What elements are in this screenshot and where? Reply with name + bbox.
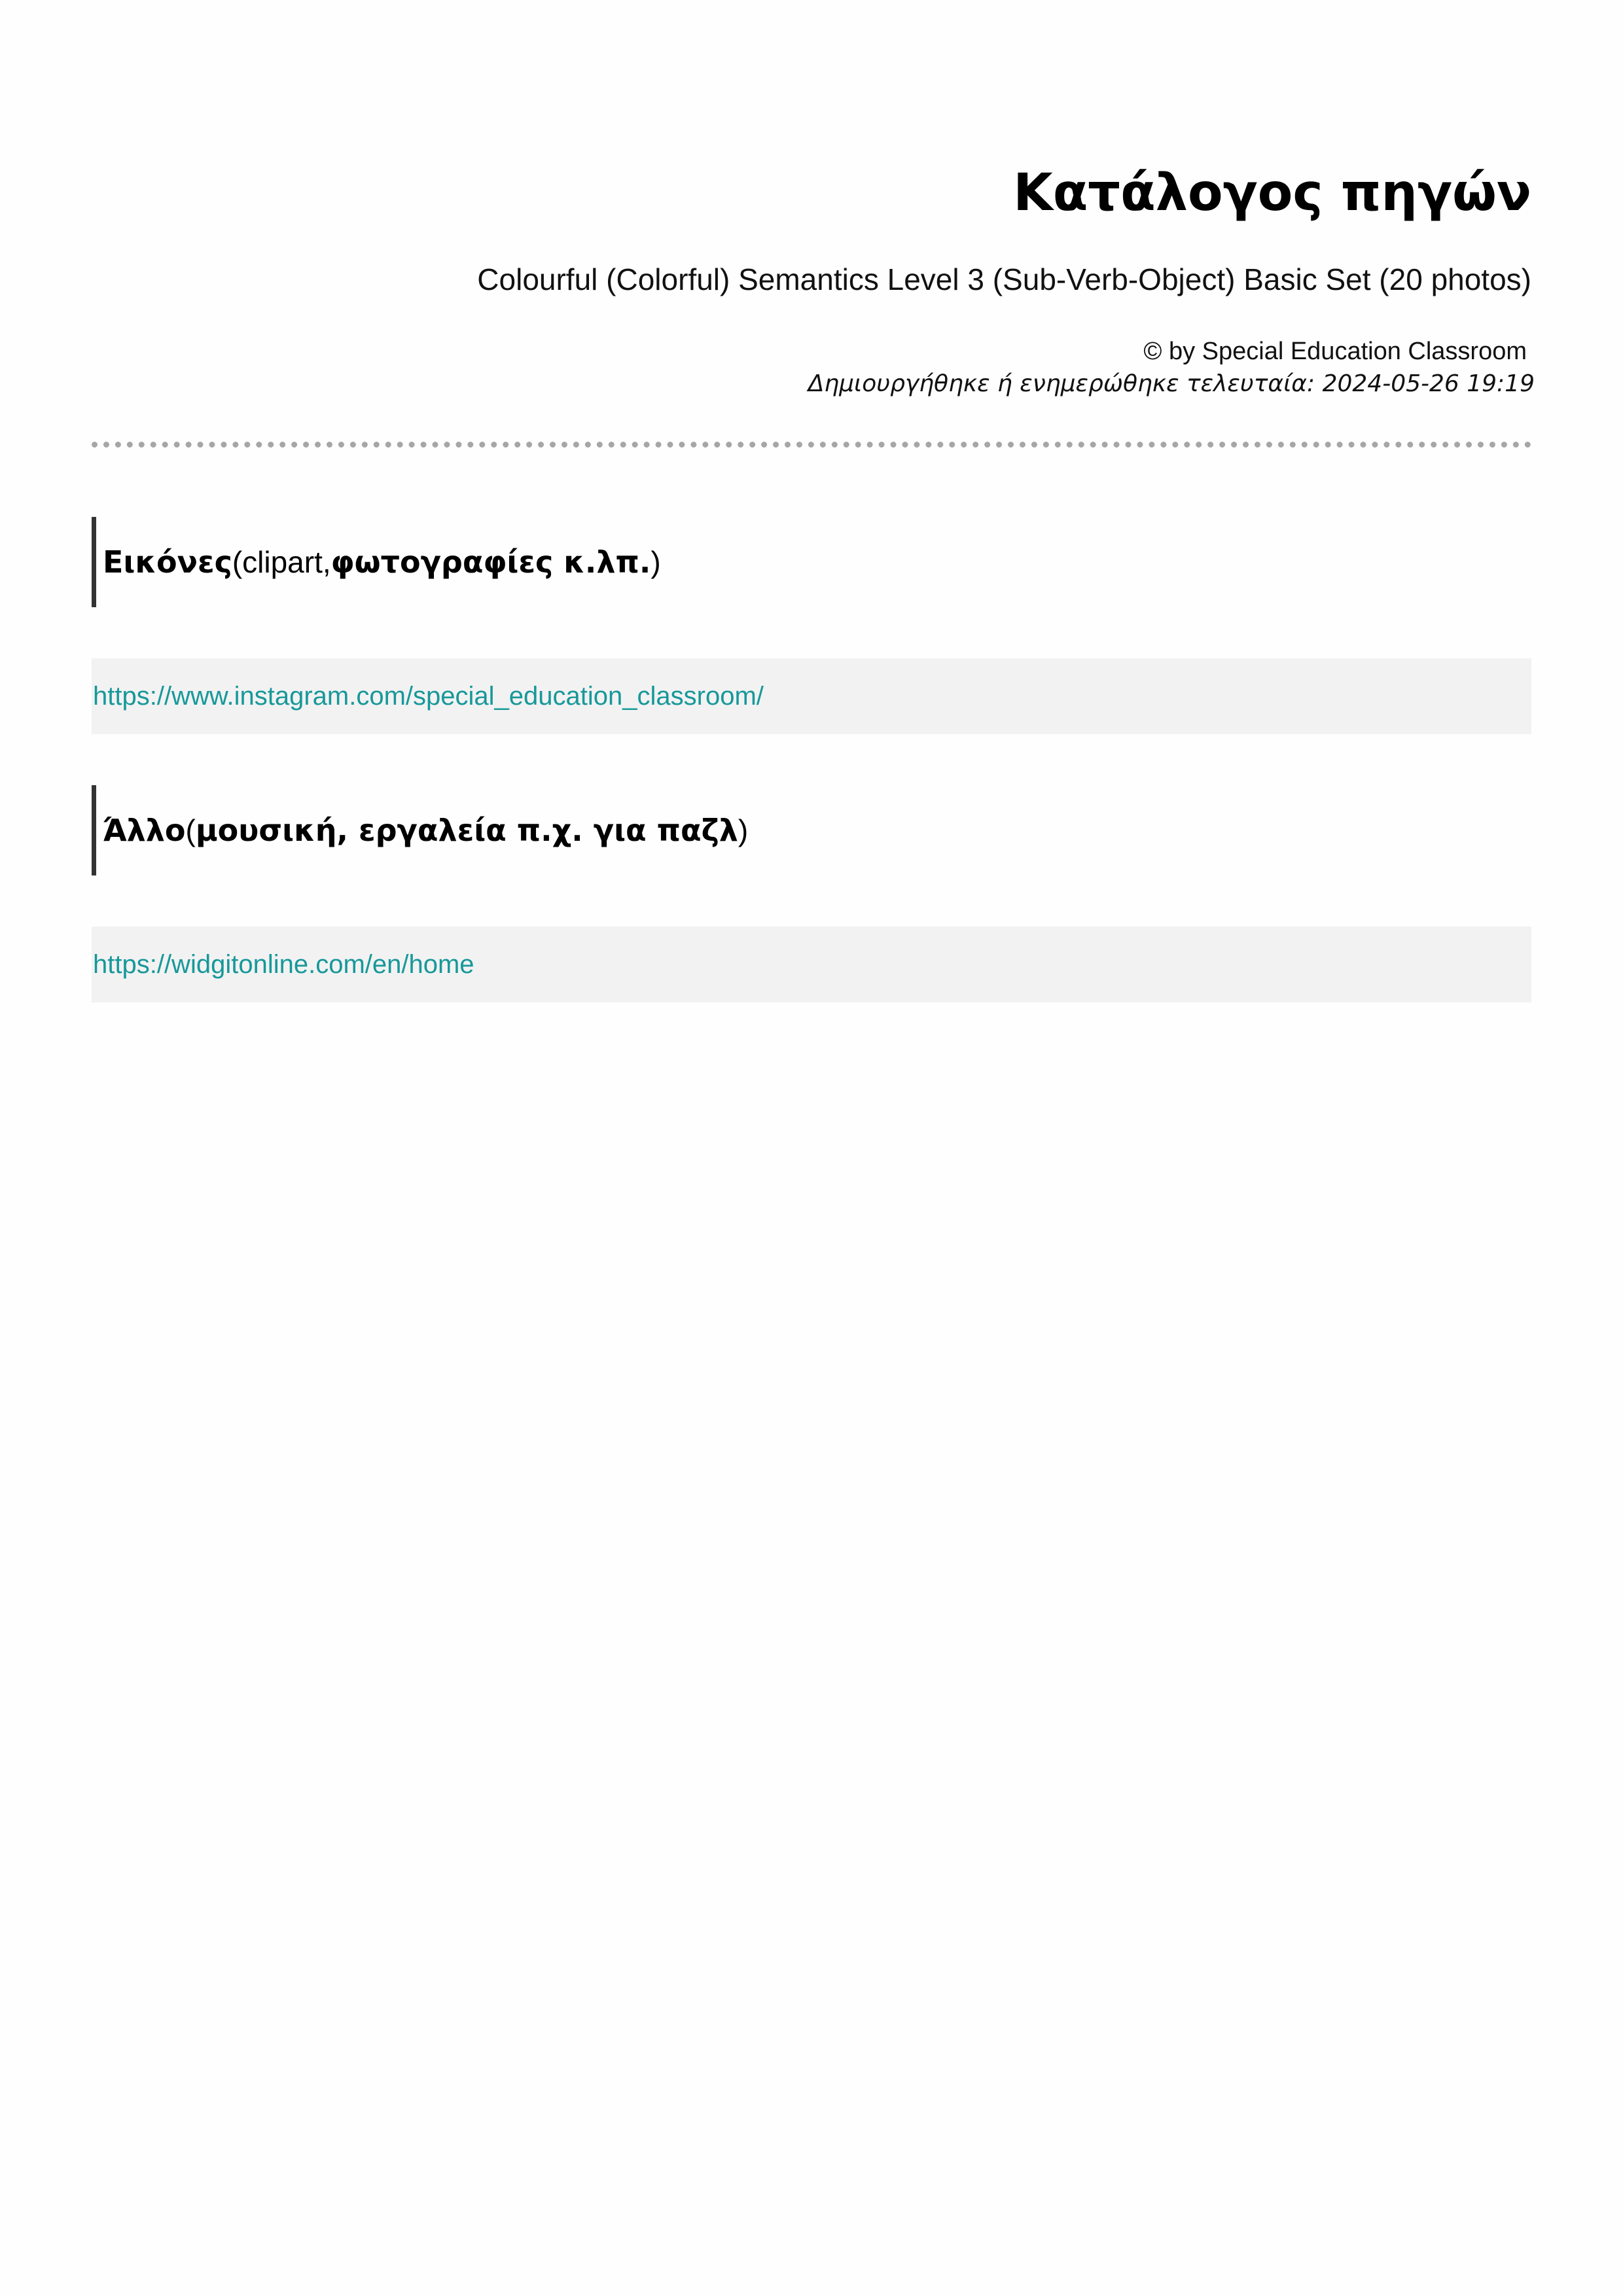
last-updated-line: Δημιουργήθηκε ή ενημερώθηκε τελευταία: 2024-05-26 19:19 [808,370,1535,397]
source-link-instagram[interactable]: https://www.instagram.com/special_education_classroom/ [93,681,764,711]
page-subtitle: Colourful (Colorful) Semantics Level 3 (Sub-Verb-Object) Basic Set (20 photos) [477,262,1531,296]
section-heading-part: ) [651,545,661,579]
section-heading-part: ( [185,813,196,847]
section-heading-other [92,785,1525,875]
page-title: Κατάλογος πηγών [1013,164,1531,222]
source-entry-other [92,927,1531,1002]
source-entry-images [92,658,1531,734]
section-heading-part: μουσική, εργαλεία π.χ. για παζλ [195,813,738,848]
section-heading-part: ) [738,813,749,847]
document-page [92,0,1535,2296]
section-heading-part: Άλλο [103,813,186,848]
copyright-line: © by Special Education Classroom [1143,338,1527,365]
section-heading-images [92,517,1525,607]
section-heading-part: φωτογραφίες κ.λπ. [330,544,651,580]
section-heading-part: (clipart, [232,545,331,579]
section-heading-part: Εικόνες [103,544,232,580]
dotted-separator [92,442,1531,448]
source-link-widgit[interactable]: https://widgitonline.com/en/home [93,949,474,979]
